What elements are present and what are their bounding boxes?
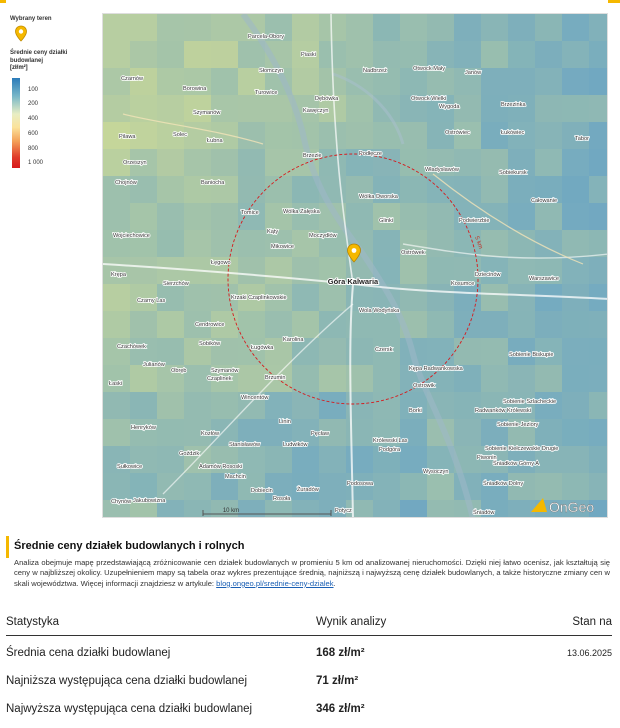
place-label: Łukówiec xyxy=(501,130,525,136)
place-label: Sobienie-Jeziory xyxy=(497,422,539,428)
place-label: Goździk xyxy=(179,451,200,457)
place-label: Śniadków Dolny xyxy=(483,481,524,487)
center-label: Góra Kalwaria xyxy=(327,277,379,286)
scale-tick-label: 1 000 xyxy=(28,160,44,166)
table-row xyxy=(6,692,612,720)
place-label: Śniadów xyxy=(473,510,495,516)
place-label: Kozłów xyxy=(201,431,220,437)
place-label: Wola Wodyńska xyxy=(359,308,400,314)
place-label: Słomczyn xyxy=(259,68,284,74)
place-label: Potycz xyxy=(335,508,352,514)
place-label: Sobienie Kiełczewskie Drugie xyxy=(485,446,559,452)
place-label: Machcin xyxy=(225,474,246,480)
place-label: Otwock Wielki xyxy=(411,96,447,102)
place-label: Adamów Rososki xyxy=(199,464,243,470)
scale-tick-label: 100 xyxy=(28,87,39,93)
place-label: Piaski xyxy=(301,52,316,58)
place-label: Pęcław xyxy=(311,431,330,437)
place-label: Solec xyxy=(173,132,187,138)
place-label: Dobiecin xyxy=(251,488,273,494)
place-label: Wólka Załęska xyxy=(283,209,320,215)
section-title: Średnie ceny działek budowlanych i rolnych xyxy=(14,540,245,552)
place-label: Cendrowice xyxy=(195,322,225,328)
place-label: Brzezie xyxy=(303,153,322,159)
place-label: Linin xyxy=(279,419,291,425)
table-row xyxy=(6,664,612,692)
place-label: Krzaki Czaplinkowskie xyxy=(231,295,287,301)
scale-tick-label: 400 xyxy=(28,116,39,122)
place-label: Kawęczyn xyxy=(303,108,329,114)
place-label: Orzeszyn xyxy=(123,160,147,166)
map-legend xyxy=(6,16,98,71)
location-pin-icon xyxy=(14,25,28,43)
color-scale xyxy=(12,78,20,168)
section-accent-bar xyxy=(6,536,9,558)
row-date: 13.06.2025 xyxy=(566,648,612,658)
row-result: 168 zł/m² xyxy=(316,647,365,659)
place-label: Ostrowik xyxy=(413,383,435,389)
row-stat: Najniższa występująca cena działki budowlanej xyxy=(6,675,247,687)
place-label: Pilawa xyxy=(119,134,136,140)
place-label: Szymanów xyxy=(193,110,221,116)
description-text: Analiza obejmuje mapę przedstawiającą zróżnicowanie cen działek budowlanych w promieniu 5 km od analizowanej nieruchomości. Dzięki niej łatwo ocenisz, jak kształtują się ceny w najbliższej okolicy. Uzupełnieniem mapy są tabela oraz wykres prezentujące średnią, najniższą i najwyższą cenę działek budowlanych, a także historyczne zmiany cen w skali województwa. Więcej informacji znajdziesz w artykule: xyxy=(14,558,610,588)
row-stat: Średnia cena działki budowlanej xyxy=(6,647,171,659)
place-label: Tomice xyxy=(241,210,259,216)
place-label: Śniadków Górny A xyxy=(493,461,540,467)
row-result: 71 zł/m² xyxy=(316,675,359,687)
place-label: Łęgowo xyxy=(211,260,231,266)
row-result: 346 zł/m² xyxy=(316,703,365,715)
place-label: Kępa Radwankowska xyxy=(409,366,463,372)
place-label: Czaplinek xyxy=(207,376,232,382)
header-result: Wynik analizy xyxy=(316,616,387,628)
row-stat: Najwyższa występująca cena działki budowlanej xyxy=(6,703,253,715)
brand-label: OnGeo xyxy=(549,499,595,515)
place-label: Ostrówiec xyxy=(445,130,470,136)
place-label: Sobików xyxy=(199,341,221,347)
place-label: Julianów xyxy=(143,362,165,368)
place-label: Całowanie xyxy=(531,198,558,204)
legend-selected-label: Wybrany teren xyxy=(10,16,52,22)
place-label: Władysławów xyxy=(425,167,459,173)
place-label: Brzezinka xyxy=(501,102,526,108)
place-label: Chynów xyxy=(111,499,132,505)
place-label: Tabor xyxy=(575,136,589,142)
description-suffix: . xyxy=(333,578,336,588)
place-label: Chojnów xyxy=(115,180,137,186)
place-label: Brzumin xyxy=(265,375,286,381)
scale-tick-label: 600 xyxy=(28,131,39,137)
place-label: Żuradów xyxy=(297,487,319,493)
place-label: Radwanków Królewski xyxy=(475,408,531,414)
place-label: Sobienie Szlacheckie xyxy=(503,399,557,405)
place-label: Henryków xyxy=(131,425,156,431)
place-label: Podgóra xyxy=(379,447,401,453)
place-label: Sobiekursk xyxy=(499,170,527,176)
price-heat-tiles xyxy=(103,14,608,518)
place-label: Krępa xyxy=(111,272,126,278)
place-label: Parcela-Obory xyxy=(248,34,285,40)
place-label: Ostrówek xyxy=(401,250,425,256)
place-label: Wincentów xyxy=(241,395,269,401)
top-accent-left xyxy=(0,0,6,3)
place-label: Warszawice xyxy=(529,276,559,282)
place-label: Kosumce xyxy=(451,281,475,287)
place-label: Dębówka xyxy=(315,96,339,102)
place-label: Wólka Dworska xyxy=(359,194,398,200)
place-label: Mikowice xyxy=(271,244,295,250)
place-label: Czersk xyxy=(375,347,393,353)
place-label: Turowice xyxy=(255,90,278,96)
place-label: Ługówka xyxy=(251,345,274,351)
place-label: Stanisławów xyxy=(229,442,261,448)
place-label: Glinki xyxy=(379,218,393,224)
place-label: Borki xyxy=(409,408,422,414)
place-label: Obręb xyxy=(171,368,187,374)
place-label: Szymanów xyxy=(211,368,239,374)
place-label: Podłęcze xyxy=(359,151,383,157)
scale-tick-label: 200 xyxy=(28,101,39,107)
place-label: Kąty xyxy=(267,229,279,235)
header-date: Stan na xyxy=(572,616,612,628)
place-label: Ludwików xyxy=(283,442,308,448)
place-label: Podosowa xyxy=(347,481,374,487)
price-map[interactable] xyxy=(102,13,608,518)
place-label: Wysoczyn xyxy=(423,469,449,475)
place-label: Nadbrzeż xyxy=(363,68,387,74)
legend-price-title: Średnie ceny działki budowlanej xyxy=(10,50,68,64)
place-label: Sułkowice xyxy=(117,464,143,470)
place-label: Wygoda xyxy=(439,104,460,110)
radius-label: 5 km xyxy=(473,235,484,250)
place-label: Podwierzbie xyxy=(459,218,490,224)
table-row xyxy=(6,636,612,664)
place-label: Rosoła xyxy=(273,496,291,502)
place-label: Otwock Mały xyxy=(413,66,446,72)
place-label: Baniocha xyxy=(201,180,225,186)
place-label: Sobienie Biskupie xyxy=(509,352,554,358)
top-accent-right xyxy=(608,0,620,3)
place-label: Dziecinów xyxy=(475,272,501,278)
place-label: Janów xyxy=(465,70,482,76)
place-label: Wojciechowice xyxy=(113,233,150,239)
scale-label: 10 km xyxy=(222,508,240,514)
place-label: Piwonin xyxy=(477,455,497,461)
header-stat: Statystyka xyxy=(6,616,60,628)
article-link[interactable]: blog.ongeo.pl/srednie-ceny-dzialek xyxy=(216,578,334,588)
place-label: Królewski Las xyxy=(373,438,408,444)
legend-unit: [zł/m²] xyxy=(10,65,28,71)
place-label: Jakubowizna xyxy=(133,498,166,504)
place-label: Moczydłów xyxy=(309,233,337,239)
stats-table xyxy=(6,616,612,720)
section-description xyxy=(14,558,610,589)
place-label: Czarny Las xyxy=(137,298,166,304)
place-label: Łaski xyxy=(109,381,123,387)
place-label: Łubna xyxy=(207,138,223,144)
place-label: Czarnów xyxy=(121,76,144,82)
place-label: Czachówek xyxy=(117,344,146,350)
place-label: Borowina xyxy=(183,86,207,92)
scale-tick-label: 800 xyxy=(28,146,39,152)
table-header xyxy=(6,616,612,636)
place-label: Karolina xyxy=(283,337,304,343)
place-label: Sierzchów xyxy=(163,281,189,287)
